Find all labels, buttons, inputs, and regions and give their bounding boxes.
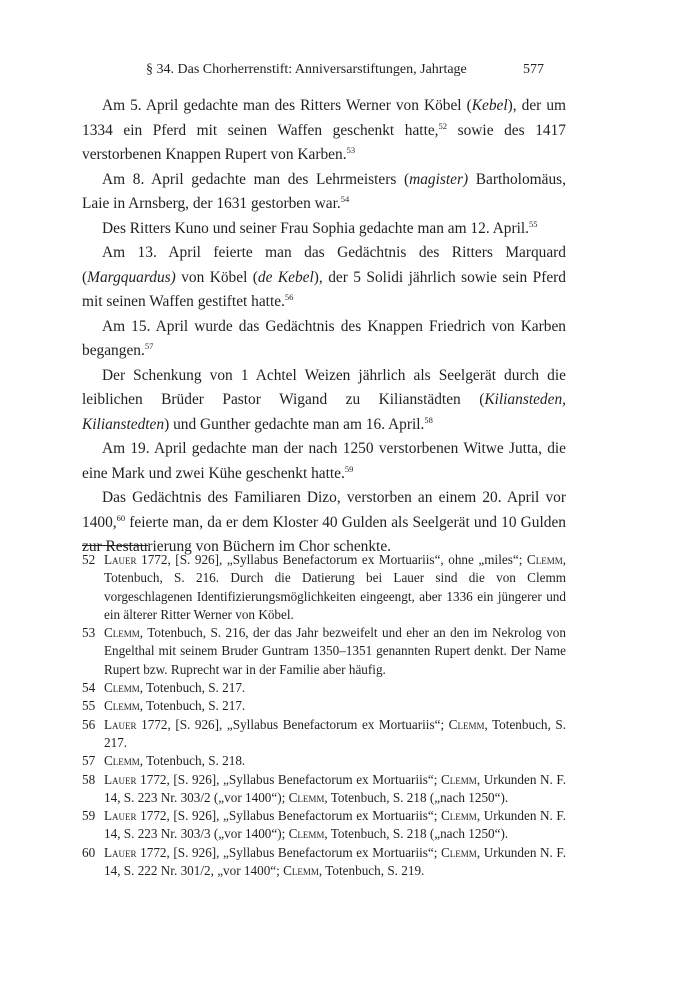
footnote-number: 59 [82,808,96,824]
footnote [82,551,566,624]
text-run: , Totenbuch, S. 218. [139,753,246,769]
author-name: Clemm [104,753,140,769]
author-name: Clemm [104,698,140,714]
author-name: Lauer [104,716,137,732]
paragraph [82,486,566,560]
text-run: , Totenbuch, S. 218 („nach 1250“). [324,789,509,805]
text-run: Am 5. April gedachte man des Ritters Werner von Köbel ( [102,97,472,114]
page-number: 577 [523,62,544,77]
text-run: 1772, [S. 926], „Syllabus Benefactorum ex Mortuariis“, ohne „miles“; [136,552,527,567]
text-run: Am 13. April feierte man das Gedächtnis des Ritters Marquard ( [82,244,566,286]
text-run: , Totenbuch, S. 216. Durch die Datierung bei Lauer sind die von Clemm vorgeschlagenen Identifizierungsmöglichkeiten eingeengt, aber 1336 ein jüngerer und ein älterer Ritter Werner von Köbel. [104,552,566,622]
italic-text: Kebel [471,97,508,114]
footnote [82,716,566,753]
footnote-number: 55 [82,698,96,714]
text-run: Bartholomäus, Laie in Arnsberg, der 1631 gestorben war. [82,170,566,212]
text-run: Am 8. April gedachte man des Lehrmeisters ( [102,170,410,188]
author-name: Lauer [104,552,137,567]
paragraph [82,315,566,364]
author-name: Clemm [288,789,325,805]
footnote [82,624,566,679]
text-run: , Totenbuch, S. 216, der das Jahr bezweifelt und eher an den im Nekrolog von Engelthal mit seinem Bruder Guntram 1350–1351 genannten Rupert denkt. Der Name Rupert bzw. Ruprecht war in der Familie aber häufig. [104,625,566,677]
footnote-ref: 52 [438,120,448,131]
paragraph [82,241,566,315]
text-run: feierte man, da er dem Kloster 40 Gulden als Seelgerät und 10 Gulden zur Restaurierung von Büchern im Chor schenkte. [82,513,566,555]
author-name: Lauer [104,844,137,860]
footnote-ref: 55 [529,218,538,229]
text-run: 1772, [S. 926], „Syllabus Benefactorum ex Mortuariis“; [136,716,449,732]
footnote-ref: 60 [116,512,126,523]
footnote-number: 58 [82,771,96,787]
footnote [82,752,566,770]
footnote-text [104,845,566,878]
footnote-number: 57 [82,753,96,769]
footnote-text [104,772,566,805]
author-name: Clemm [441,771,477,787]
footnote-text [104,680,245,695]
footnote-ref: 57 [144,341,154,351]
text-run: , Totenbuch, S. 217. [104,716,566,750]
author-name: Clemm [104,680,140,696]
author-name: Clemm [441,808,477,824]
text-run: ), der 5 Solidi jährlich sowie sein Pferd mit seinen Waffen gestiftet hatte. [82,268,566,310]
footnote [82,844,566,881]
footnote-text [104,753,245,768]
footnote-ref: 58 [424,414,433,425]
text-run: von Köbel ( [175,268,258,286]
text-run: , Totenbuch, S. 219. [318,863,425,879]
footnote-ref: 59 [344,463,354,474]
footnote-ref: 56 [284,292,294,302]
paragraph [82,364,566,438]
footnote-ref: 54 [340,194,350,204]
text-run: ) und Gunther gedachte man am 16. April. [164,415,425,433]
paragraph [82,217,566,242]
footnote-text [104,698,245,713]
author-name: Clemm [526,552,563,567]
text-run: 1772, [S. 926], „Syllabus Benefactorum ex Mortuariis“; [136,771,442,787]
body-text [82,94,566,560]
footnote [82,771,566,808]
text-run: ), der um 1334 ein Pferd mit seinen Waffen geschenkt hatte, [82,97,566,139]
footnote-text [104,552,566,622]
footnote [82,807,566,844]
author-name: Clemm [283,863,319,879]
text-run: sowie des 1417 verstorbenen Knappen Rupert von Karben. [82,121,566,163]
italic-text: Margquardus) [87,268,176,286]
text-run: 1772, [S. 926], „Syllabus Benefactorum ex Mortuariis“; [136,844,442,860]
text-run: , Urkunden N. F. 14, S. 223 Nr. 303/2 („vor 1400“); [104,771,566,805]
footnote-text [104,625,566,677]
footnote-number: 60 [82,844,96,860]
text-run: Am 15. April wurde das Gedächtnis des Knappen Friedrich von Karben begangen. [82,317,566,359]
text-run: , Urkunden N. F. 14, S. 223 Nr. 303/3 („vor 1400“); [104,808,566,842]
text-run: Der Schenkung von 1 Achtel Weizen jährlich als Seelgerät durch die leiblichen Brüder Pastor Wigand zu Kilianstädten ( [82,366,566,408]
footnote-text [104,808,566,841]
footnote-number: 54 [82,680,96,696]
text-run: Das Gedächtnis des Familiaren Dizo, verstorben an einem 20. April vor 1400, [82,489,566,531]
author-name: Lauer [104,808,137,824]
footnote-number: 56 [82,716,96,732]
running-title: § 34. Das Chorherrenstift: Anniversarstiftungen, Jahrtage [146,62,467,77]
author-name: Clemm [441,844,477,860]
text-run: , Totenbuch, S. 217. [139,680,246,696]
text-run: Am 19. April gedachte man der nach 1250 verstorbenen Witwe Jutta, die eine Mark und zwei Kühe geschenkt hatte. [82,440,566,482]
text-run: Des Ritters Kuno und seiner Frau Sophia gedachte man am 12. April. [102,219,530,237]
author-name: Clemm [448,716,485,732]
italic-text: Kiliansteden, Kilianstedten [82,391,566,433]
paragraph [82,94,566,168]
footnote-number: 52 [82,552,96,567]
author-name: Lauer [104,771,137,787]
text-run: , Totenbuch, S. 217. [139,698,246,714]
footnote-ref: 53 [346,145,356,155]
paragraph [82,168,566,217]
footnote-number: 53 [82,625,96,641]
footnote-separator [82,545,148,546]
italic-text: magister) [409,170,469,188]
text-run: , Urkunden N. F. 14, S. 222 Nr. 301/2, „vor 1400“; [104,844,566,879]
footnote-text [104,717,566,750]
text-run: 1772, [S. 926], „Syllabus Benefactorum ex Mortuariis“; [136,808,442,824]
author-name: Clemm [288,826,325,842]
footnote [82,697,566,715]
footnote [82,679,566,697]
footnotes [82,551,566,880]
italic-text: de Kebel [257,268,314,286]
paragraph [82,437,566,486]
text-run: , Totenbuch, S. 218 („nach 1250“). [324,826,509,842]
author-name: Clemm [104,625,140,641]
